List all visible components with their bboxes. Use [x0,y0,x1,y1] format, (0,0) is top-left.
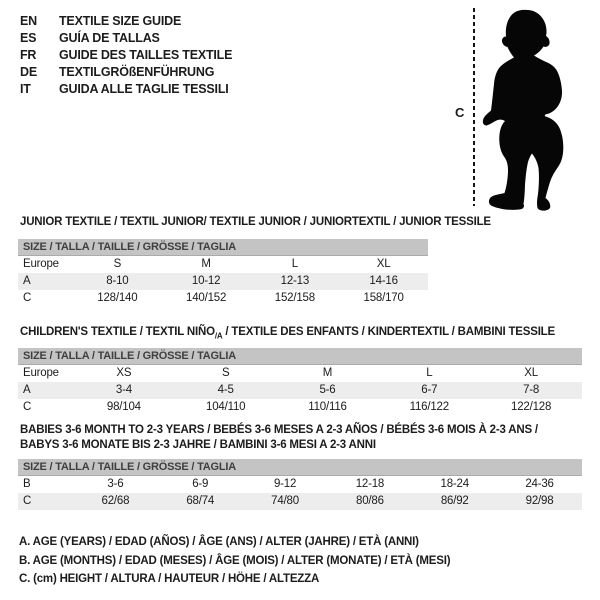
table-row-height [18,399,582,416]
height-cell: 152/158 [274,292,315,304]
lang-row-es [20,30,232,47]
months-cell: 9-12 [273,478,297,490]
table-row-age [18,382,582,399]
children-table [18,348,582,416]
months-cell: 6-9 [192,478,209,490]
toddler-silhouette-icon [481,5,571,215]
height-cell: 158/170 [363,292,404,304]
height-cell: 110/116 [308,401,347,413]
height-cell: 74/80 [271,495,299,507]
legend-footnotes [19,533,450,589]
months-cell: 3-6 [107,478,124,490]
size-cell: M [201,258,211,270]
lang-row-fr [20,47,232,64]
months-cell: 24-36 [525,478,554,490]
lang-code: FR [20,48,37,62]
row-label: C [23,401,32,413]
age-cell: 4-5 [217,384,234,396]
size-header-bar: SIZE / TALLA / TAILLE / GRÖSSE / TAGLIA [18,239,428,256]
height-measure-line [473,8,475,206]
lang-code: DE [20,65,37,79]
babies-title-line2: BABYS 3-6 MONATE BIS 2-3 JAHRE / BAMBINI 3-6 MESI A 2-3 ANNI [20,439,376,451]
age-cell: 12-13 [280,275,310,287]
size-cell: S [221,367,230,379]
children-table-title [20,326,555,340]
babies-table-title [20,423,580,453]
size-cell: XS [116,367,132,379]
lang-code: IT [20,82,31,96]
footnote-height: C. (cm) HEIGHT / ALTURA / HAUTEUR / HÖHE / ALTEZZA [19,573,320,585]
size-cell: XL [376,258,391,270]
height-cell: 62/68 [101,495,130,507]
height-cell: 86/92 [440,495,469,507]
junior-table [18,239,428,307]
height-cell: 116/122 [409,401,449,413]
age-cell: 10-12 [191,275,221,287]
size-header-bar: SIZE / TALLA / TAILLE / GRÖSSE / TAGLIA [18,459,582,476]
children-title-prefix: CHILDREN'S TEXTILE / TEXTIL NIÑO [20,326,215,338]
age-cell: 6-7 [421,384,438,396]
height-cell: 80/86 [356,495,384,507]
age-cell: 8-10 [106,275,129,287]
footnote-age-years: A. AGE (YEARS) / EDAD (AÑOS) / ÂGE (ANS) / ALTER (JAHRE) / ETÀ (ANNI) [19,536,419,548]
children-title-suffix: / TEXTILE DES ENFANTS / KINDERTEXTIL / BAMBINI TESSILE [222,326,555,338]
height-cell: 122/128 [511,401,552,413]
lang-code: EN [20,14,37,28]
height-cell: 92/98 [525,495,554,507]
children-title-sub: /A [214,331,223,341]
height-cell: 104/110 [206,401,246,413]
height-cell: 98/104 [106,401,141,413]
table-row-europe [18,256,428,273]
row-label: A [23,384,31,396]
age-cell: 14-16 [369,275,398,287]
lang-row-en [20,13,232,30]
lang-title: GUÍA DE TALLAS [59,31,160,45]
babies-title-line1: BABIES 3-6 MONTH TO 2-3 YEARS / BEBÉS 3-6 MESES A 2-3 AÑOS / BÉBÉS 3-6 MOIS À 2-3 ANS / [20,424,538,436]
row-label: C [23,495,32,507]
lang-title: TEXTILGRÖßENFÜHRUNG [59,65,215,79]
size-cell: L [426,367,433,379]
lang-title: GUIDE DES TAILLES TEXTILE [59,48,233,62]
lang-title: GUIDA ALLE TAGLIE TESSILI [59,82,229,96]
table-row-months [18,476,582,493]
table-row-height [18,290,428,307]
lang-row-de [20,64,232,81]
age-cell: 7-8 [523,384,540,396]
table-row-height [18,493,582,510]
language-title-list [20,13,232,98]
size-cell: S [113,258,122,270]
age-cell: 3-4 [115,384,132,396]
row-label: Europe [23,258,59,270]
row-label: A [23,275,31,287]
row-label: C [23,292,32,304]
size-header-bar: SIZE / TALLA / TAILLE / GRÖSSE / TAGLIA [18,348,582,365]
size-cell: L [291,258,298,270]
lang-code: ES [20,31,37,45]
height-cell: 140/152 [186,292,227,304]
junior-table-title: JUNIOR TEXTILE / TEXTIL JUNIOR/ TEXTILE JUNIOR / JUNIORTEXTIL / JUNIOR TESSILE [20,216,491,228]
height-cell: 68/74 [186,495,215,507]
months-cell: 12-18 [355,478,385,490]
size-cell: M [322,367,333,379]
lang-row-it [20,81,232,98]
size-cell: XL [524,367,538,379]
row-label: Europe [23,367,59,379]
table-row-europe [18,365,582,382]
table-row-age [18,273,428,290]
height-cell: 128/140 [97,292,138,304]
months-cell: 18-24 [440,478,469,490]
row-label: B [23,478,31,490]
footnote-age-months: B. AGE (MONTHS) / EDAD (MESES) / ÂGE (MOIS) / ALTER (MONATE) / ETÀ (MESI) [19,554,451,567]
height-measure-label: C [455,105,465,120]
babies-table [18,459,582,510]
age-cell: 5-6 [319,384,336,396]
lang-title: TEXTILE SIZE GUIDE [59,14,182,28]
